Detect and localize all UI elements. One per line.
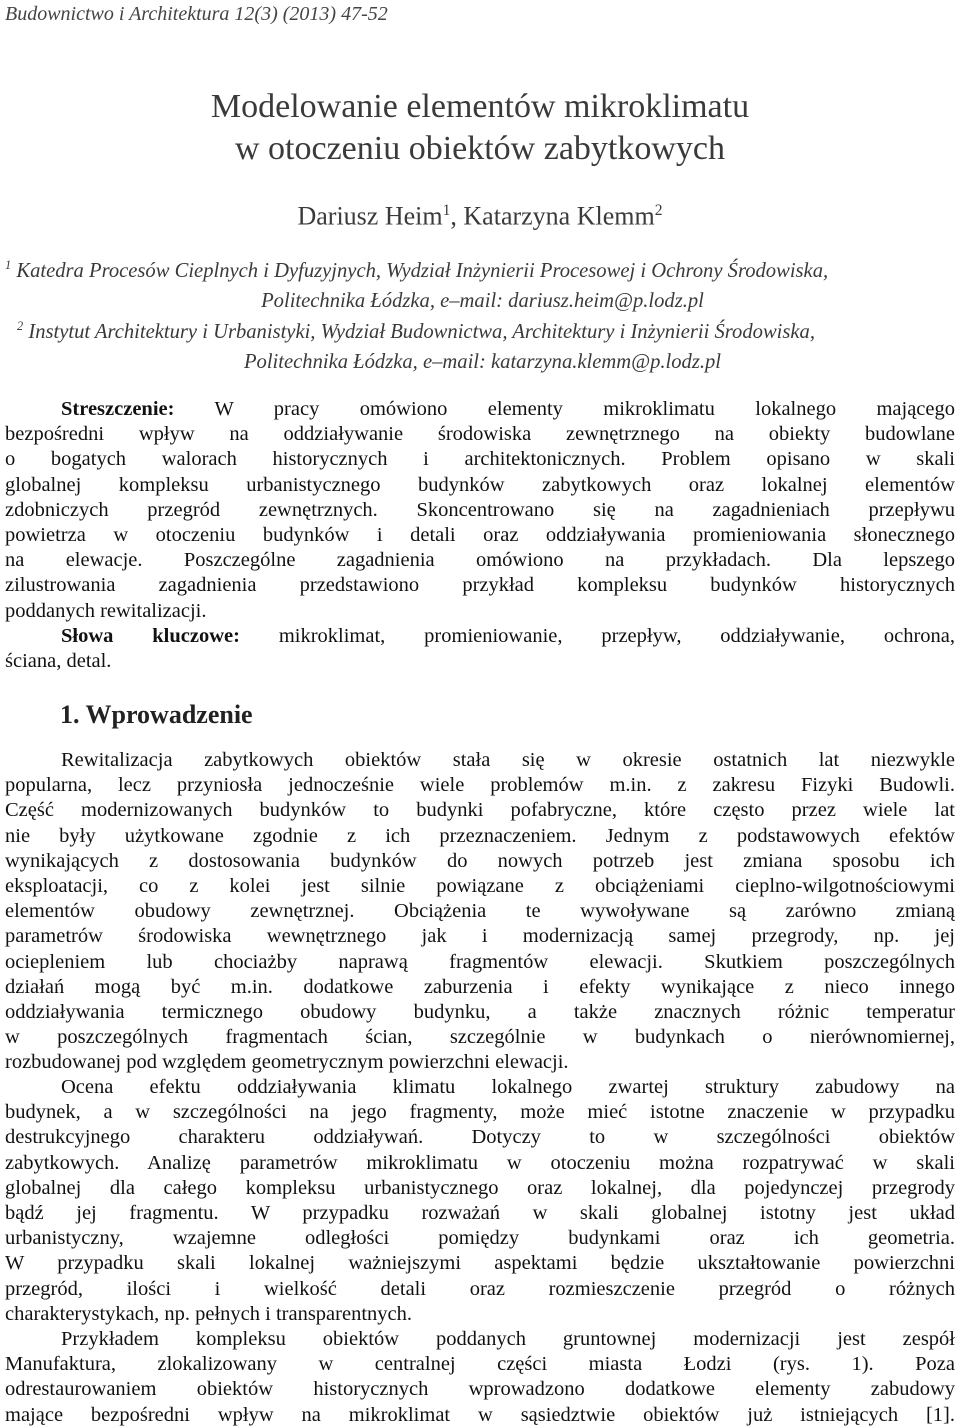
- paragraph-line: bądź jej fragmentu. W przypadku rozważań w skali globalnej istotny jest układ: [5, 1202, 955, 1225]
- abstract-text: W pracy omówiono elementy mikroklimatu lokalnego mającego: [174, 398, 955, 420]
- affiliation-text: Politechnika Łódzka, e–mail: dariusz.heim@p.lodz.pl: [261, 289, 704, 312]
- body-paragraph-3: [5, 1327, 955, 1428]
- abstract: [5, 397, 955, 674]
- section-heading: 1. Wprowadzenie: [60, 700, 253, 729]
- paragraph-line: działań mogą być m.in. dodatkowe zaburzenia i efekty wynikające z nieco innego: [5, 975, 955, 998]
- paragraph-line: elementów obudowy zewnętrznej. Obciążenia te wywoływane są zarówno zmianą: [5, 900, 955, 923]
- abstract-text: bezpośredni wpływ na oddziaływanie środowiska zewnętrznego na obiekty budowlane: [5, 423, 955, 446]
- paragraph-line: odrestaurowaniem obiektów historycznych wprowadzono dodatkowe elementy zabudowy: [5, 1378, 955, 1401]
- paragraph-line: popularna, lecz przyniosła jednocześnie wiele problemów m.in. z zakresu Fizyki Budowli.: [5, 774, 955, 797]
- abstract-text: zilustrowania zagadnienia przedstawiono przykład kompleksu budynków historycznych: [5, 574, 955, 597]
- paragraph-line: Część modernizowanych budynków to budynki pofabryczne, które często przez wiele lat: [5, 799, 955, 822]
- running-head: Budownictwo i Architektura 12(3) (2013) 47-52: [5, 3, 388, 25]
- keywords-text: mikroklimat, promieniowanie, przepływ, oddziaływanie, ochrona,: [239, 624, 955, 647]
- paragraph-line: parametrów środowiska wewnętrznego jak i modernizacją samej przegrody, np. jej: [5, 925, 955, 948]
- affiliation-marker: 2: [17, 319, 24, 333]
- body-paragraph-2: [5, 1075, 955, 1327]
- paragraph-line: zabytkowych. Analizę parametrów mikroklimatu w otoczeniu można rozpatrywać w skali: [5, 1151, 955, 1174]
- abstract-text: poddanych rewitalizacji.: [5, 599, 207, 622]
- paragraph-line: Ocena efektu oddziaływania klimatu lokalnego zwartej struktury zabudowy na: [61, 1076, 955, 1098]
- paragraph-line: urbanistyczny, wzajemne odległości pomiędzy budynkami oraz ich geometria.: [5, 1227, 955, 1250]
- affiliation-marker: 1: [5, 258, 12, 272]
- paragraph-line: eksploatacji, co z kolei jest silnie powiązane z obciążeniami cieplno-wilgotnościowymi: [5, 875, 955, 898]
- author-name: Dariusz Heim: [297, 201, 443, 231]
- paragraph-line: Przykładem kompleksu obiektów poddanych gruntownej modernizacji jest zespół: [61, 1328, 955, 1350]
- abstract-text: zdobniczych przegród zewnętrznych. Skoncentrowano się na zagadnieniach przepływu: [5, 498, 955, 521]
- paragraph-line: W przypadku skali lokalnej ważniejszymi aspektami będzie ukształtowanie powierzchni: [5, 1252, 955, 1275]
- keywords-label: Słowa kluczowe:: [61, 624, 240, 647]
- abstract-text: globalnej kompleksu urbanistycznego budynków zabytkowych oraz lokalnej elementów: [5, 473, 955, 496]
- paragraph-line: mające bezpośredni wpływ na mikroklimat w sąsiedztwie obiektów już istniejących [1].: [5, 1403, 955, 1426]
- paragraph-line: budynek, a w szczególności na jego fragmenty, może mieć istotne znaczenie w przypadku: [5, 1101, 955, 1124]
- paragraph-line: przegród, ilości i wielkość detali oraz rozmieszczenie przegród o różnych: [5, 1277, 955, 1300]
- body-paragraph-1: [5, 748, 955, 1076]
- paragraph-line: rozbudowanej pod względem geometrycznym powierzchni elewacji.: [5, 1051, 569, 1074]
- paragraph-line: Manufaktura, zlokalizowany w centralnej części miasta Łodzi (rys. 1). Poza: [5, 1353, 955, 1376]
- paragraph-line: Rewitalizacja zabytkowych obiektów stała się w okresie ostatnich lat niezwykle: [61, 749, 955, 771]
- paragraph-line: globalnej dla całego kompleksu urbanistycznego oraz lokalnej, dla pojedynczej przegrody: [5, 1176, 955, 1199]
- paragraph-line: destrukcyjnego charakteru oddziaływań. Dotyczy to w szczególności obiektów: [5, 1126, 955, 1149]
- author-separator: ,: [450, 201, 464, 231]
- abstract-text: o bogatych walorach historycznych i architektonicznych. Problem opisano w skali: [5, 448, 955, 471]
- affiliation-marker: 2: [654, 202, 663, 219]
- keywords-text: ściana, detal.: [5, 650, 112, 673]
- paragraph-line: charakterystykach, np. pełnych i transparentnych.: [5, 1302, 412, 1325]
- abstract-text: powietrza w otoczeniu budynków i detali oraz oddziaływania promieniowania słonecznego: [5, 524, 955, 547]
- affiliation-text: Politechnika Łódzka, e–mail: katarzyna.klemm@p.lodz.pl: [243, 350, 722, 373]
- paragraph-line: wynikających z dostosowania budynków do nowych potrzeb jest zmiana sposobu ich: [5, 849, 955, 872]
- title-line-2: w otoczeniu obiektów zabytkowych: [234, 130, 726, 167]
- title-line-1: Modelowanie elementów mikroklimatu: [210, 88, 750, 125]
- affiliation-text: Instytut Architektury i Urbanistyki, Wydział Budownictwa, Architektury i Inżynierii Środowiska,: [28, 320, 816, 343]
- paragraph-line: oddziaływania termicznego obudowy budynku, a także znacznych różnic temperatur: [5, 1001, 955, 1024]
- affiliation-marker: 1: [442, 202, 451, 219]
- paragraph-line: w poszczególnych fragmentach ścian, szczególnie w budynkach o nierównomiernej,: [5, 1026, 955, 1049]
- authors: [0, 193, 960, 235]
- affiliation-text: Katedra Procesów Cieplnych i Dyfuzyjnych, Wydział Inżynierii Procesowej i Ochrony Środowiska,: [16, 259, 829, 282]
- abstract-text: na elewacje. Poszczególne zagadnienia omówiono na przykładach. Dla lepszego: [5, 549, 955, 572]
- affiliation-2: [5, 311, 960, 377]
- paragraph-line: ociepleniem lub chociażby naprawą fragmentów elewacji. Skutkiem poszczególnych: [5, 950, 955, 973]
- paragraph-line: nie były użytkowane zgodnie z ich przeznaczeniem. Jednym z podstawowych efektów: [5, 824, 955, 847]
- author-name: Katarzyna Klemm: [463, 201, 655, 231]
- affiliation-1: [5, 250, 960, 316]
- abstract-label: Streszczenie:: [61, 398, 175, 420]
